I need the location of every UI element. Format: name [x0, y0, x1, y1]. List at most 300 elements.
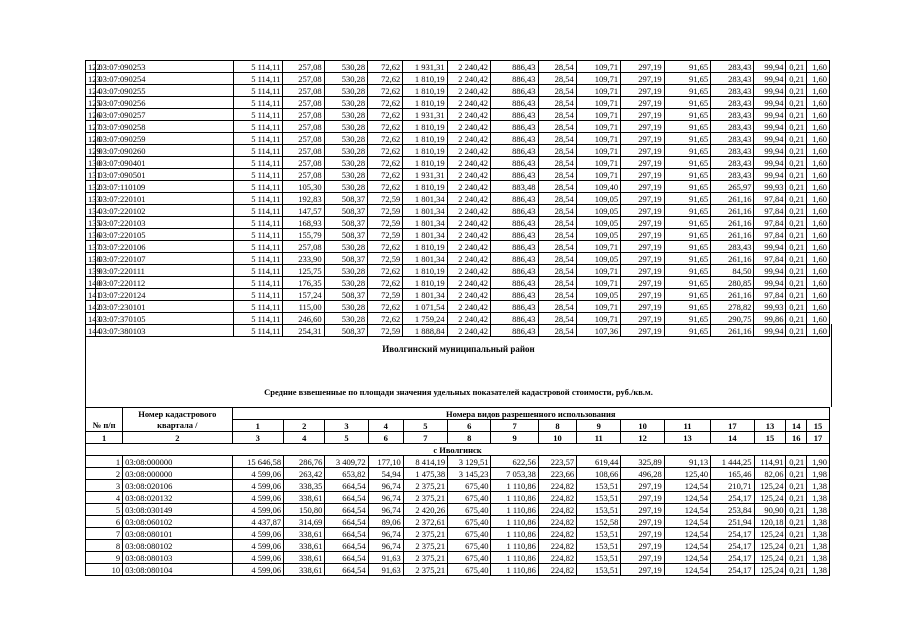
table-row — [86, 229, 830, 241]
value-cell: 1,60 — [807, 169, 830, 181]
value-cell: 246,60 — [283, 313, 324, 325]
value-cell: 91,65 — [664, 253, 711, 265]
value-cell: 5 114,11 — [233, 325, 283, 337]
value-cell: 72,59 — [368, 325, 403, 337]
cadastral-number: 03:07:090401 — [96, 157, 233, 169]
value-cell: 91,65 — [664, 157, 711, 169]
value-cell: 124,54 — [664, 528, 710, 540]
cadastral-number: 03:07:220111 — [96, 265, 233, 277]
row-number: 8 — [86, 540, 123, 552]
value-cell: 1 801,34 — [403, 289, 447, 301]
cadastral-number: 03:07:380103 — [96, 325, 233, 337]
value-cell: 297,19 — [621, 564, 664, 576]
value-cell: 886,43 — [491, 121, 539, 133]
value-cell: 99,94 — [754, 133, 786, 145]
value-cell: 283,43 — [711, 145, 754, 157]
row-number: 123 — [86, 73, 96, 85]
value-cell: 886,43 — [491, 97, 539, 109]
value-cell: 233,90 — [283, 253, 324, 265]
value-cell: 15 646,58 — [232, 456, 284, 468]
value-cell: 109,05 — [576, 205, 620, 217]
table-row — [86, 61, 830, 73]
value-cell: 1 110,86 — [491, 480, 538, 492]
value-cell: 2 240,42 — [447, 205, 490, 217]
value-cell: 91,65 — [664, 121, 711, 133]
value-cell: 0,21 — [786, 61, 807, 73]
value-cell: 99,94 — [754, 97, 786, 109]
value-cell: 5 114,11 — [233, 121, 283, 133]
value-cell: 2 375,21 — [403, 540, 447, 552]
value-cell: 530,28 — [324, 133, 367, 145]
table-row — [86, 121, 830, 133]
table-row — [86, 133, 830, 145]
table-row — [86, 301, 830, 313]
value-cell: 1,38 — [807, 540, 830, 552]
value-cell: 1,60 — [807, 157, 830, 169]
value-cell: 2 240,42 — [447, 169, 490, 181]
value-cell: 105,30 — [283, 181, 324, 193]
value-cell: 99,93 — [754, 181, 786, 193]
locality-label: с Иволгинск — [86, 444, 830, 456]
value-cell: 325,89 — [621, 456, 664, 468]
value-cell: 254,17 — [711, 552, 754, 564]
value-cell: 5 114,11 — [233, 85, 283, 97]
value-cell: 3 409,72 — [325, 456, 368, 468]
row-number: 7 — [86, 528, 123, 540]
value-cell: 153,51 — [577, 528, 621, 540]
value-cell: 224,82 — [538, 492, 576, 504]
value-cell: 5 114,11 — [233, 193, 283, 205]
value-cell: 2 240,42 — [447, 217, 490, 229]
value-cell: 297,19 — [621, 181, 664, 193]
value-cell: 0,21 — [786, 301, 807, 313]
value-cell: 28,54 — [538, 85, 576, 97]
value-cell: 338,61 — [284, 540, 325, 552]
row-number: 3 — [86, 480, 123, 492]
value-cell: 297,19 — [621, 73, 664, 85]
value-cell: 664,54 — [325, 552, 368, 564]
cadastral-number: 03:08:000000 — [123, 456, 232, 468]
table-row — [86, 313, 830, 325]
value-cell: 96,74 — [368, 480, 403, 492]
value-cell: 1,38 — [807, 480, 830, 492]
value-cell: 2 375,21 — [403, 528, 447, 540]
cadastral-number: 03:07:220106 — [96, 241, 233, 253]
table-row — [86, 253, 830, 265]
type-code-header: 8 — [538, 420, 576, 432]
row-number: 1 — [86, 456, 123, 468]
column-index: 4 — [284, 432, 325, 444]
value-cell: 157,24 — [283, 289, 324, 301]
value-cell: 297,19 — [621, 516, 664, 528]
value-cell: 338,61 — [284, 492, 325, 504]
type-code-header: 4 — [368, 420, 403, 432]
value-cell: 261,16 — [711, 253, 754, 265]
value-cell: 297,19 — [621, 133, 664, 145]
value-cell: 2 240,42 — [447, 241, 490, 253]
value-cell: 5 114,11 — [233, 97, 283, 109]
value-cell: 109,05 — [576, 193, 620, 205]
value-cell: 265,97 — [711, 181, 754, 193]
value-cell: 109,71 — [576, 145, 620, 157]
value-cell: 1 810,19 — [403, 241, 447, 253]
value-cell: 283,43 — [711, 241, 754, 253]
value-cell: 28,54 — [538, 109, 576, 121]
value-cell: 664,54 — [325, 528, 368, 540]
type-code-header: 9 — [577, 420, 621, 432]
value-cell: 28,54 — [538, 73, 576, 85]
value-cell: 1,60 — [807, 85, 830, 97]
value-cell: 2 375,21 — [403, 552, 447, 564]
value-cell: 91,65 — [664, 133, 711, 145]
value-cell: 91,65 — [664, 229, 711, 241]
header-num: № п/п — [86, 420, 123, 432]
cadastral-number: 03:07:370105 — [96, 313, 233, 325]
value-cell: 530,28 — [324, 157, 367, 169]
value-cell: 97,84 — [754, 229, 786, 241]
table-caption: Средние взвешенные по площади значения удельных показателей кадастровой стоимости, руб./кв.м. — [264, 387, 653, 397]
value-cell: 54,94 — [368, 468, 403, 480]
row-number: 144 — [86, 325, 96, 337]
value-cell: 5 114,11 — [233, 169, 283, 181]
row-number: 124 — [86, 85, 96, 97]
value-cell: 2 240,42 — [447, 145, 490, 157]
value-cell: 91,65 — [664, 217, 711, 229]
value-cell: 124,54 — [664, 564, 710, 576]
table-row — [86, 181, 830, 193]
value-cell: 124,54 — [664, 516, 710, 528]
value-cell: 1 810,19 — [403, 97, 447, 109]
cadastral-number: 03:08:000000 — [123, 468, 232, 480]
value-cell: 155,79 — [283, 229, 324, 241]
value-cell: 2 375,21 — [403, 480, 447, 492]
value-cell: 1 475,38 — [403, 468, 447, 480]
value-cell: 283,43 — [711, 61, 754, 73]
value-cell: 261,16 — [711, 325, 754, 337]
value-cell: 1,60 — [807, 265, 830, 277]
value-cell: 1 801,34 — [403, 217, 447, 229]
value-cell: 0,21 — [786, 492, 807, 504]
value-cell: 530,28 — [324, 181, 367, 193]
value-cell: 192,83 — [283, 193, 324, 205]
value-cell: 2 240,42 — [447, 181, 490, 193]
value-cell: 297,19 — [621, 504, 664, 516]
value-cell: 664,54 — [325, 540, 368, 552]
table-row — [86, 157, 830, 169]
value-cell: 96,74 — [368, 540, 403, 552]
value-cell: 91,65 — [664, 109, 711, 121]
value-cell: 2 375,21 — [403, 564, 447, 576]
value-cell: 1,60 — [807, 253, 830, 265]
value-cell: 125,24 — [754, 528, 786, 540]
value-cell: 338,35 — [284, 480, 325, 492]
cadastral-number: 03:07:220112 — [96, 277, 233, 289]
value-cell: 0,21 — [786, 145, 807, 157]
value-cell: 28,54 — [538, 217, 576, 229]
value-cell: 5 114,11 — [233, 301, 283, 313]
value-cell: 109,71 — [576, 121, 620, 133]
value-cell: 99,94 — [754, 85, 786, 97]
value-cell: 619,44 — [577, 456, 621, 468]
value-cell: 91,65 — [664, 85, 711, 97]
value-cell: 125,24 — [754, 564, 786, 576]
value-cell: 153,51 — [577, 504, 621, 516]
value-cell: 3 145,23 — [448, 468, 491, 480]
value-cell: 886,43 — [491, 241, 539, 253]
type-code-header: 11 — [664, 420, 710, 432]
value-cell: 109,71 — [576, 277, 620, 289]
value-cell: 664,54 — [325, 504, 368, 516]
value-cell: 72,59 — [368, 253, 403, 265]
value-cell: 72,59 — [368, 193, 403, 205]
value-cell: 297,19 — [621, 540, 664, 552]
value-cell: 2 240,42 — [447, 109, 490, 121]
value-cell: 91,65 — [664, 97, 711, 109]
value-cell: 72,62 — [368, 277, 403, 289]
value-cell: 224,82 — [538, 552, 576, 564]
value-cell: 2 372,61 — [403, 516, 447, 528]
value-cell: 254,31 — [283, 325, 324, 337]
table-row — [86, 456, 830, 468]
table-continued — [85, 60, 830, 337]
value-cell: 886,43 — [491, 73, 539, 85]
value-cell: 115,00 — [283, 301, 324, 313]
value-cell: 4 599,06 — [232, 480, 284, 492]
value-cell: 257,08 — [283, 73, 324, 85]
value-cell: 261,16 — [711, 229, 754, 241]
value-cell: 153,51 — [577, 492, 621, 504]
column-index: 1 — [86, 432, 123, 444]
value-cell: 165,46 — [711, 468, 754, 480]
cadastral-number: 03:08:080103 — [123, 552, 232, 564]
value-cell: 72,59 — [368, 205, 403, 217]
value-cell: 2 240,42 — [447, 133, 490, 145]
value-cell: 89,06 — [368, 516, 403, 528]
table-row — [86, 552, 830, 564]
value-cell: 91,65 — [664, 181, 711, 193]
value-cell: 28,54 — [538, 229, 576, 241]
cadastral-number: 03:08:080104 — [123, 564, 232, 576]
value-cell: 1,60 — [807, 241, 830, 253]
value-cell: 4 599,06 — [232, 504, 284, 516]
value-cell: 91,65 — [664, 205, 711, 217]
value-cell: 125,24 — [754, 492, 786, 504]
value-cell: 91,65 — [664, 169, 711, 181]
value-cell: 28,54 — [538, 313, 576, 325]
value-cell: 1,60 — [807, 217, 830, 229]
table-row — [86, 85, 830, 97]
cadastral-number: 03:07:220107 — [96, 253, 233, 265]
value-cell: 4 599,06 — [232, 492, 284, 504]
value-cell: 297,19 — [621, 325, 664, 337]
cadastral-number: 03:07:220105 — [96, 229, 233, 241]
value-cell: 124,54 — [664, 492, 710, 504]
value-cell: 2 240,42 — [447, 325, 490, 337]
value-cell: 28,54 — [538, 61, 576, 73]
value-cell: 257,08 — [283, 157, 324, 169]
value-cell: 97,84 — [754, 217, 786, 229]
row-number: 137 — [86, 241, 96, 253]
value-cell: 283,43 — [711, 169, 754, 181]
value-cell: 91,65 — [664, 325, 711, 337]
value-cell: 0,21 — [786, 205, 807, 217]
region-title: Иволгинский муниципальный район — [382, 344, 535, 354]
value-cell: 91,63 — [368, 552, 403, 564]
column-index: 2 — [123, 432, 232, 444]
value-cell: 1 110,86 — [491, 504, 538, 516]
value-cell: 0,21 — [786, 193, 807, 205]
table-row — [86, 564, 830, 576]
value-cell: 886,43 — [491, 145, 539, 157]
value-cell: 0,21 — [786, 277, 807, 289]
value-cell: 886,43 — [491, 193, 539, 205]
value-cell: 72,62 — [368, 109, 403, 121]
value-cell: 109,05 — [576, 217, 620, 229]
value-cell: 530,28 — [324, 265, 367, 277]
value-cell: 109,71 — [576, 313, 620, 325]
row-number: 2 — [86, 468, 123, 480]
table-row — [86, 169, 830, 181]
row-number: 135 — [86, 217, 96, 229]
value-cell: 5 114,11 — [233, 277, 283, 289]
value-cell: 3 129,51 — [448, 456, 491, 468]
value-cell: 99,94 — [754, 241, 786, 253]
value-cell: 109,71 — [576, 61, 620, 73]
value-cell: 283,43 — [711, 133, 754, 145]
value-cell: 257,08 — [283, 97, 324, 109]
value-cell: 1,60 — [807, 121, 830, 133]
value-cell: 297,19 — [621, 552, 664, 564]
value-cell: 97,84 — [754, 253, 786, 265]
value-cell: 883,48 — [491, 181, 539, 193]
value-cell: 0,21 — [786, 289, 807, 301]
row-number: 9 — [86, 552, 123, 564]
value-cell: 1 801,34 — [403, 193, 447, 205]
cadastral-number: 03:07:220101 — [96, 193, 233, 205]
value-cell: 125,24 — [754, 540, 786, 552]
row-number: 136 — [86, 229, 96, 241]
row-number: 125 — [86, 97, 96, 109]
value-cell: 1,60 — [807, 97, 830, 109]
value-cell: 150,80 — [284, 504, 325, 516]
value-cell: 4 599,06 — [232, 528, 284, 540]
cadastral-number: 03:07:090255 — [96, 85, 233, 97]
value-cell: 72,59 — [368, 229, 403, 241]
column-index: 9 — [491, 432, 538, 444]
table-row — [86, 145, 830, 157]
value-cell: 254,17 — [711, 564, 754, 576]
value-cell: 5 114,11 — [233, 133, 283, 145]
value-cell: 99,94 — [754, 121, 786, 133]
value-cell: 99,94 — [754, 157, 786, 169]
value-cell: 0,21 — [786, 85, 807, 97]
locality-row — [86, 444, 830, 456]
value-cell: 0,21 — [786, 564, 807, 576]
value-cell: 508,37 — [324, 229, 367, 241]
value-cell: 2 240,42 — [447, 97, 490, 109]
value-cell: 91,63 — [368, 564, 403, 576]
value-cell: 254,17 — [711, 540, 754, 552]
table-row — [86, 504, 830, 516]
value-cell: 1,60 — [807, 61, 830, 73]
value-cell: 314,69 — [284, 516, 325, 528]
column-index: 8 — [448, 432, 491, 444]
value-cell: 72,62 — [368, 85, 403, 97]
row-number: 122 — [86, 61, 96, 73]
value-cell: 124,54 — [664, 552, 710, 564]
cadastral-number: 03:08:020132 — [123, 492, 232, 504]
value-cell: 1 759,24 — [403, 313, 447, 325]
value-cell: 1 810,19 — [403, 73, 447, 85]
value-cell: 153,51 — [577, 552, 621, 564]
value-cell: 1,38 — [807, 492, 830, 504]
value-cell: 297,19 — [621, 313, 664, 325]
value-cell: 1 071,54 — [403, 301, 447, 313]
value-cell: 297,19 — [621, 121, 664, 133]
table-row — [86, 289, 830, 301]
value-cell: 5 114,11 — [233, 73, 283, 85]
value-cell: 1 810,19 — [403, 277, 447, 289]
column-index: 16 — [786, 432, 807, 444]
row-number: 138 — [86, 253, 96, 265]
value-cell: 1 810,19 — [403, 265, 447, 277]
value-cell: 886,43 — [491, 229, 539, 241]
value-cell: 1,90 — [807, 456, 830, 468]
column-index: 13 — [664, 432, 710, 444]
type-code-header: 2 — [284, 420, 325, 432]
value-cell: 257,08 — [283, 121, 324, 133]
value-cell: 664,54 — [325, 564, 368, 576]
row-number: 141 — [86, 289, 96, 301]
value-cell: 297,19 — [621, 217, 664, 229]
value-cell: 109,71 — [576, 109, 620, 121]
value-cell: 1 110,86 — [491, 528, 538, 540]
value-cell: 72,62 — [368, 157, 403, 169]
value-cell: 28,54 — [538, 157, 576, 169]
value-cell: 72,62 — [368, 241, 403, 253]
value-cell: 530,28 — [324, 169, 367, 181]
type-code-header: 7 — [491, 420, 538, 432]
cadastral-number: 03:08:030149 — [123, 504, 232, 516]
column-index: 11 — [577, 432, 621, 444]
value-cell: 147,57 — [283, 205, 324, 217]
type-code-header: 17 — [711, 420, 754, 432]
value-cell: 99,86 — [754, 313, 786, 325]
value-cell: 176,35 — [283, 277, 324, 289]
value-cell: 72,62 — [368, 97, 403, 109]
value-cell: 0,21 — [786, 157, 807, 169]
row-number: 10 — [86, 564, 123, 576]
value-cell: 675,40 — [448, 540, 491, 552]
value-cell: 91,65 — [664, 277, 711, 289]
value-cell: 1 801,34 — [403, 205, 447, 217]
value-cell: 1 931,31 — [403, 109, 447, 121]
value-cell: 297,19 — [621, 241, 664, 253]
value-cell: 125,75 — [283, 265, 324, 277]
value-cell: 297,19 — [621, 253, 664, 265]
type-code-header: 13 — [754, 420, 786, 432]
value-cell: 72,62 — [368, 133, 403, 145]
value-cell: 297,19 — [621, 289, 664, 301]
value-cell: 675,40 — [448, 492, 491, 504]
value-cell: 297,19 — [621, 109, 664, 121]
value-cell: 664,54 — [325, 480, 368, 492]
value-cell: 109,05 — [576, 253, 620, 265]
value-cell: 72,62 — [368, 73, 403, 85]
value-cell: 283,43 — [711, 121, 754, 133]
value-cell: 297,19 — [621, 480, 664, 492]
column-index: 10 — [538, 432, 576, 444]
